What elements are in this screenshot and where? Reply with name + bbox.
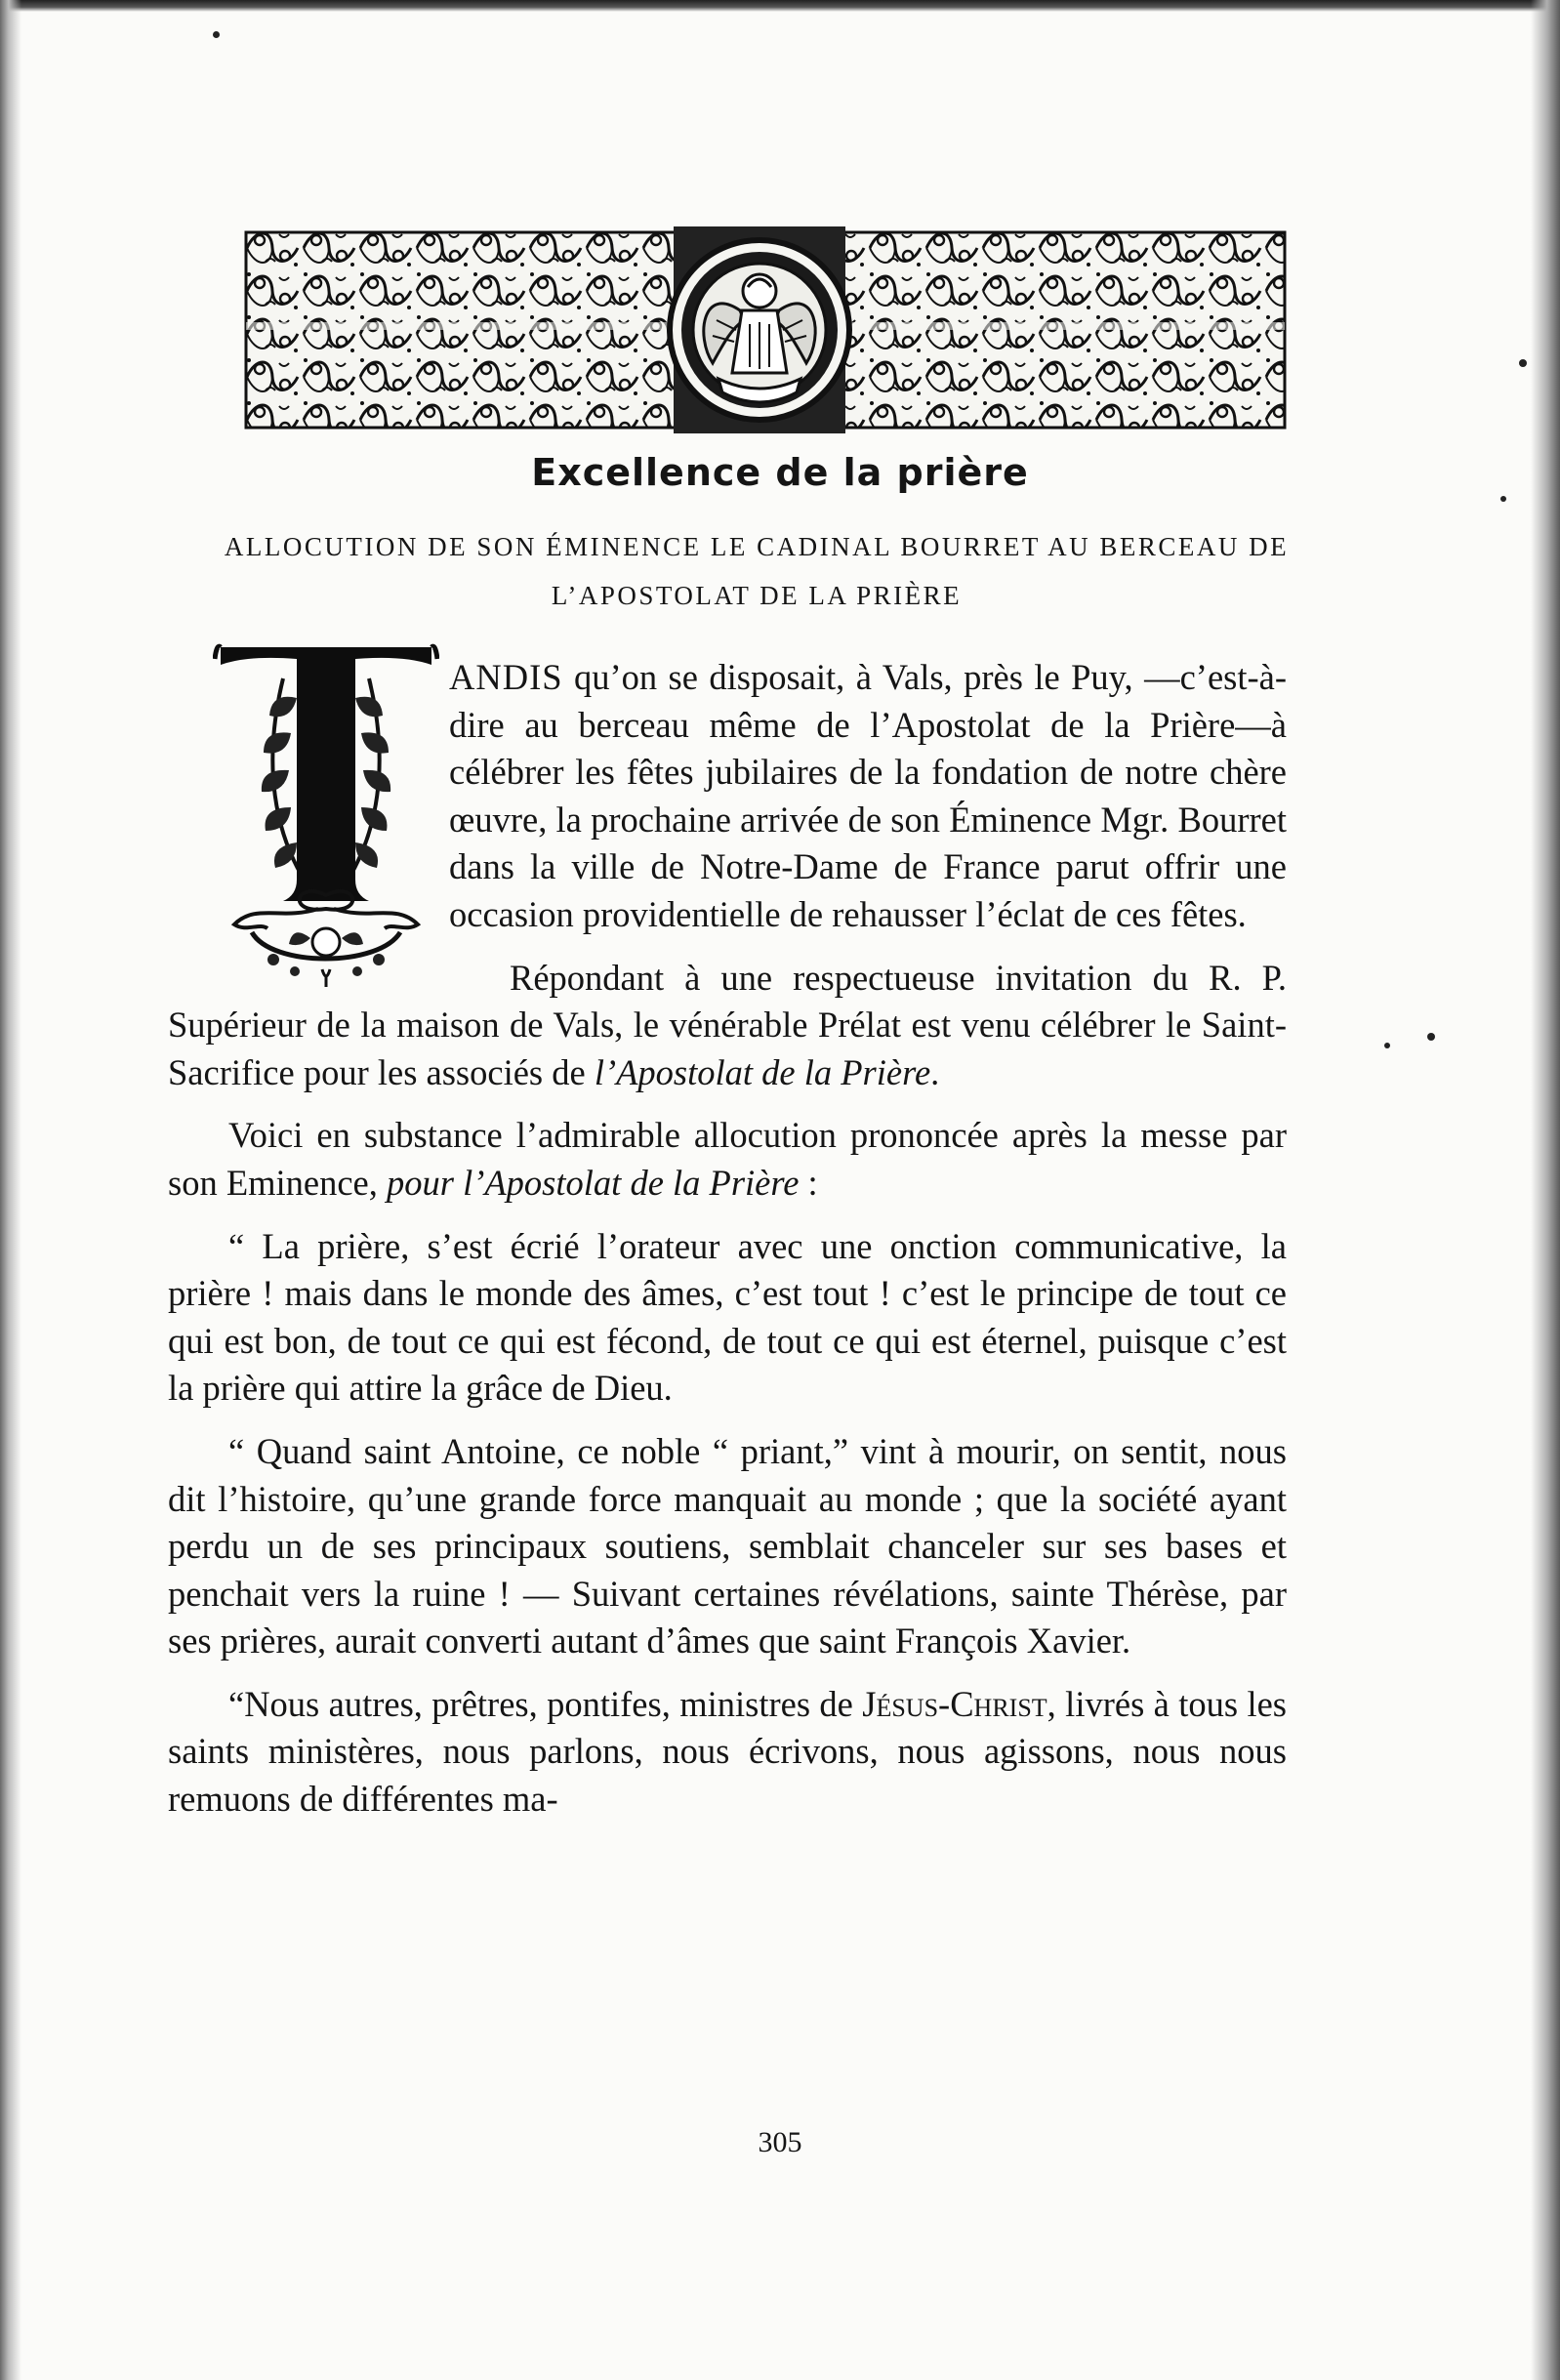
paragraph-1-text: qu’on se disposait, à Vals, près le Puy, —c’est-à-dire au berceau même de l’Apostolat de la Prière—à célébrer les fêtes jubilaires de la fondation de notre chère œuvre, la prochaine arrivée de son Éminence Mgr. Bourret dans la ville de Notre-Dame de France parut offrir une occasion providentielle de rehausser l’éclat de ces fêtes.	[449, 657, 1287, 934]
paragraph-6-before: “Nous autres, prêtres, pontifes, ministres de	[228, 1683, 863, 1724]
paragraph-3	[168, 1112, 1287, 1207]
print-speck	[1500, 496, 1506, 502]
paragraph-6	[168, 1681, 1287, 1824]
page-right-edge	[1531, 0, 1560, 2380]
paragraph-3-text: Voici en substance l’admirable allocution prononcée après la messe par son Eminence,	[168, 1115, 1287, 1203]
paragraph-2-italic: l’Apostolat de la Prière	[594, 1051, 931, 1092]
print-speck	[1427, 1033, 1435, 1041]
paragraph-4-text: “ La prière, s’est écrié l’orateur avec une onction communicative, la prière ! mais dans le monde des âmes, c’est tout ! c’est le principe de tout ce qui est bon, de tout ce qui est fécond, de tout ce qui est éternel, puisque c’est la prière qui attire la grâce de Dieu.	[168, 1225, 1287, 1409]
paragraph-6-after: , livrés à tous les saints ministères, nous parlons, nous écrivons, nous agissons, nous nous remuons de différentes ma-	[168, 1683, 1288, 1820]
paragraph-5	[168, 1428, 1287, 1665]
paragraph-2-text: Répondant à une respectueuse invitation du R. P. Supérieur de la maison de Vals, le vénérable Prélat est venu célébrer le Saint-Sacrifice pour les associés de	[168, 957, 1287, 1092]
dropcap-spacer	[168, 654, 449, 986]
headpiece-ornament-svg	[244, 226, 1287, 433]
paragraph-2-end: .	[930, 1051, 940, 1092]
angel-medallion-headpiece	[244, 226, 1287, 433]
print-speck	[1519, 359, 1527, 367]
page-top-edge	[0, 0, 1560, 12]
paragraph-5-text: “ Quand saint Antoine, ce noble “ priant,” vint à mourir, on sentit, nous dit l’histoire, qu’une grande force manquait au monde ; que la société ayant perdu un de ses principaux soutiens, semblait chanceler sur ses bases et penchait vers la ruine ! — Suivant certaines révélations, sainte Thérèse, par ses prières, aurait converti autant d’âmes que saint François Xavier.	[168, 1430, 1287, 1662]
page-left-edge	[0, 0, 21, 2380]
paragraph-3-italic: pour l’Apostolat de la Prière	[387, 1162, 800, 1203]
print-speck	[213, 31, 220, 38]
paragraph-1-lead: ANDIS	[449, 657, 563, 697]
article-body	[168, 654, 1287, 1824]
print-speck	[1384, 1043, 1390, 1048]
page-title: Excellence de la prière	[531, 451, 1029, 494]
paragraph-6-smallcaps: Jésus-Christ	[862, 1683, 1047, 1724]
paragraph-3-end: :	[799, 1162, 818, 1203]
paragraph-4	[168, 1223, 1287, 1413]
page-subtitle: ALLOCUTION DE SON ÉMINENCE LE CADINAL BOURRET AU BERCEAU DE L’APOSTOLAT DE LA PRIÈRE	[224, 532, 1290, 610]
page-number: 305	[758, 2126, 802, 2158]
